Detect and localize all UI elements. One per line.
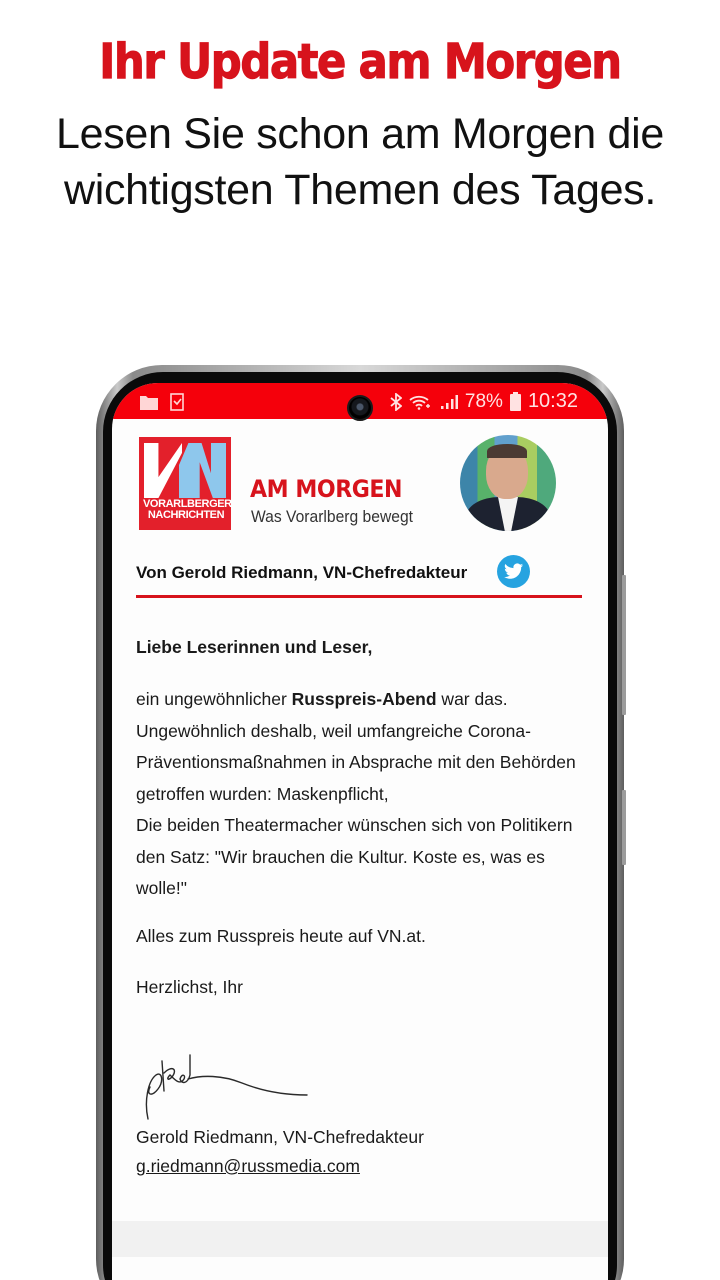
- volume-button: [622, 575, 626, 715]
- status-bar: [112, 383, 608, 419]
- folder-icon: [140, 395, 158, 410]
- para1-text-continued: Die beiden Theatermacher wünschen sich von Politikern den Satz: "Wir brauchen die Kultur. Koste es, was es wolle!": [136, 815, 573, 898]
- closing-text: Herzlichst, Ihr: [136, 977, 243, 997]
- vn-logo: [139, 437, 231, 530]
- para1-bold-text: Russpreis-Abend: [291, 689, 437, 709]
- logo-letter-v: [144, 443, 182, 498]
- promo-title: Ihr Update am Morgen: [99, 34, 621, 90]
- twitter-icon: [504, 563, 524, 580]
- signal-icon: [440, 394, 458, 410]
- promo-subtitle-line-1: Lesen Sie schon am Morgen die: [56, 110, 664, 158]
- greeting: Liebe Leserinnen und Leser,: [136, 637, 373, 657]
- newsletter-title: AM MORGEN: [250, 475, 403, 503]
- phone-screen: [112, 383, 608, 1280]
- body-paragraph-1: [136, 684, 586, 905]
- logo-letter-n: [179, 443, 226, 498]
- promo-subtitle: [0, 106, 720, 218]
- logo-line-2: NACHRICHTEN: [147, 509, 225, 521]
- bluetooth-icon: [390, 393, 402, 411]
- author-byline: Von Gerold Riedmann, VN-Chefredakteur: [136, 563, 468, 582]
- newsletter-tagline: Was Vorarlberg bewegt: [251, 507, 413, 526]
- power-button: [622, 790, 626, 865]
- header-divider: [136, 595, 582, 598]
- clipboard-check-icon: [170, 393, 184, 411]
- signature-email-link[interactable]: g.riedmann@russmedia.com: [136, 1156, 360, 1176]
- logo-wordmark: [143, 498, 232, 521]
- footer-band: [112, 1221, 608, 1257]
- wifi-icon: [409, 394, 433, 410]
- body-paragraph-2: Alles zum Russpreis heute auf VN.at.: [136, 926, 426, 946]
- para1-text-start: ein ungewöhnlicher: [136, 689, 292, 709]
- twitter-button[interactable]: [497, 555, 530, 588]
- para1-text-end: war das. Ungewöhnlich deshalb, weil umfangreiche Corona-Präventionsmaßnahmen in Absprache mit den Behörden getroffen wurden: Maskenpflicht,: [136, 689, 576, 804]
- clock: 10:32: [527, 390, 578, 412]
- battery-percent: 78%: [464, 390, 503, 412]
- promo-subtitle-line-2: wichtigsten Themen des Tages.: [63, 166, 657, 214]
- front-camera: [347, 395, 373, 421]
- logo-line-1: VORARLBERGER: [143, 498, 232, 510]
- avatar-hair: [487, 444, 527, 458]
- handwritten-signature: [142, 1051, 312, 1123]
- battery-icon: [510, 392, 521, 411]
- signature-name: Gerold Riedmann, VN-Chefredakteur: [136, 1127, 424, 1147]
- author-avatar: [460, 435, 556, 531]
